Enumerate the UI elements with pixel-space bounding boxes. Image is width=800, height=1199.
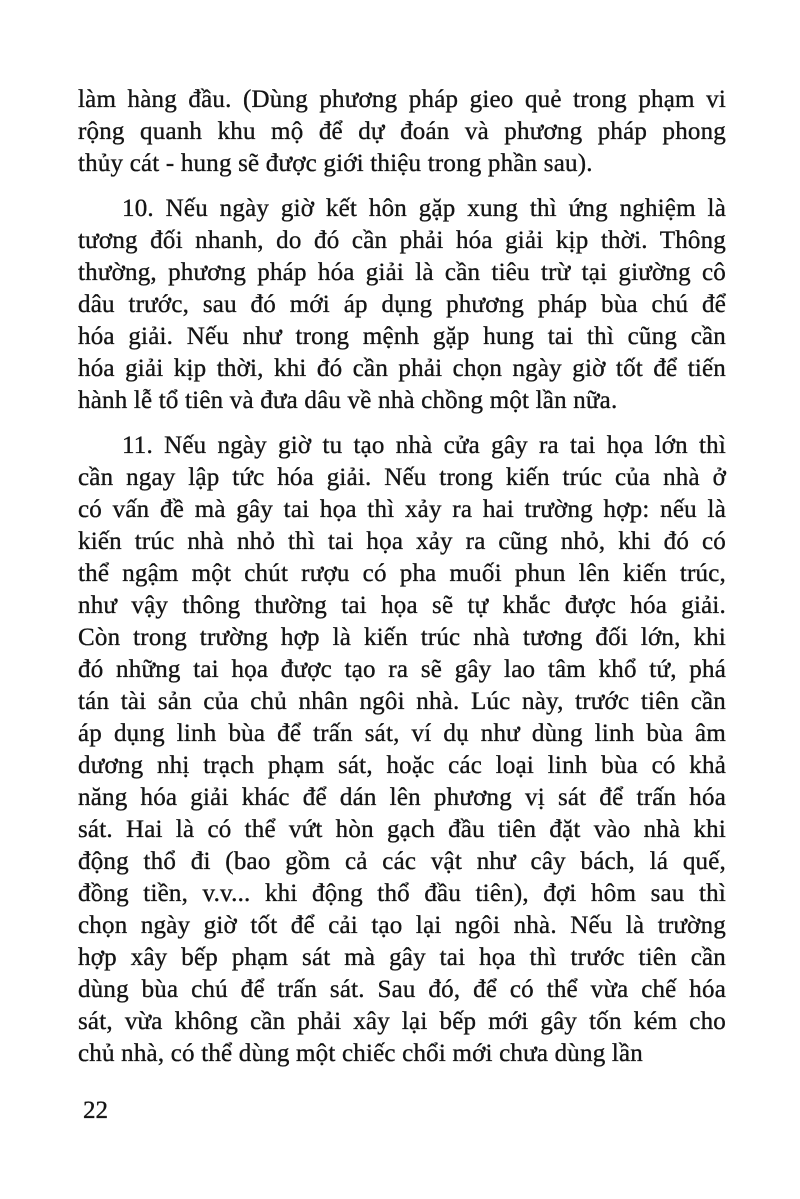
text-line: tương đối nhanh, do đó cần phải hóa giải kịp thời. Thông [78,227,726,254]
text-line: năng hóa giải khác để dán lên phương vị sát để trấn hóa [78,784,726,811]
page-number: 22 [83,1097,108,1124]
paragraph [78,84,726,180]
text-line: đồng tiền, v.v... khi động thổ đầu tiên), đợi hôm sau thì [78,880,726,907]
text-line: rộng quanh khu mộ để dự đoán và phương pháp phong [78,118,726,145]
text-line: cần ngay lập tức hóa giải. Nếu trong kiến trúc của nhà ở [78,464,726,491]
text-line: 10. Nếu ngày giờ kết hôn gặp xung thì ứng nghiệm là [122,195,726,222]
text-line: thể ngậm một chút rượu có pha muối phun lên kiến trúc, [78,560,726,587]
paragraph [78,430,726,1070]
text-line: đó những tai họa được tạo ra sẽ gây lao tâm khổ tứ, phá [78,656,726,683]
text-line: 11. Nếu ngày giờ tu tạo nhà cửa gây ra tai họa lớn thì [122,432,726,459]
paragraph [78,193,726,417]
text-line: dâu trước, sau đó mới áp dụng phương pháp bùa chú để [78,291,726,318]
text-line: sát, vừa không cần phải xây lại bếp mới gây tốn kém cho [78,1008,726,1035]
text-line: động thổ đi (bao gồm cả các vật như cây bách, lá quế, [78,848,726,875]
text-line: Còn trong trường hợp là kiến trúc nhà tương đối lớn, khi [78,624,726,651]
text-line: thủy cát - hung sẽ được giới thiệu trong phần sau). [78,150,593,177]
text-line: chọn ngày giờ tốt để cải tạo lại ngôi nhà. Nếu là trường [78,912,726,939]
text-line: hợp xây bếp phạm sát mà gây tai họa thì trước tiên cần [78,944,726,971]
text-line: có vấn đề mà gây tai họa thì xảy ra hai trường hợp: nếu là [78,496,726,523]
text-line: làm hàng đầu. (Dùng phương pháp gieo quẻ trong phạm vi [78,86,726,113]
text-line: áp dụng linh bùa để trấn sát, ví dụ như dùng linh bùa âm [78,720,726,747]
text-line: tán tài sản của chủ nhân ngôi nhà. Lúc này, trước tiên cần [78,688,726,715]
text-line: dương nhị trạch phạm sát, hoặc các loại linh bùa có khả [78,752,726,779]
text-line: kiến trúc nhà nhỏ thì tai họa xảy ra cũng nhỏ, khi đó có [78,528,726,555]
text-line: dùng bùa chú để trấn sát. Sau đó, để có thể vừa chế hóa [78,976,726,1003]
body-text [78,84,726,1070]
text-line: như vậy thông thường tai họa sẽ tự khắc được hóa giải. [78,592,726,619]
text-line: sát. Hai là có thể vứt hòn gạch đầu tiên đặt vào nhà khi [78,816,726,843]
text-line: hóa giải. Nếu như trong mệnh gặp hung tai thì cũng cần [78,323,726,350]
text-line: thường, phương pháp hóa giải là cần tiêu trừ tại giường cô [78,259,726,286]
text-line: hóa giải kịp thời, khi đó cần phải chọn ngày giờ tốt để tiến [78,355,726,382]
text-line: chủ nhà, có thể dùng một chiếc chổi mới chưa dùng lần [78,1040,643,1067]
text-line: hành lễ tổ tiên và đưa dâu về nhà chồng một lần nữa. [78,387,618,414]
